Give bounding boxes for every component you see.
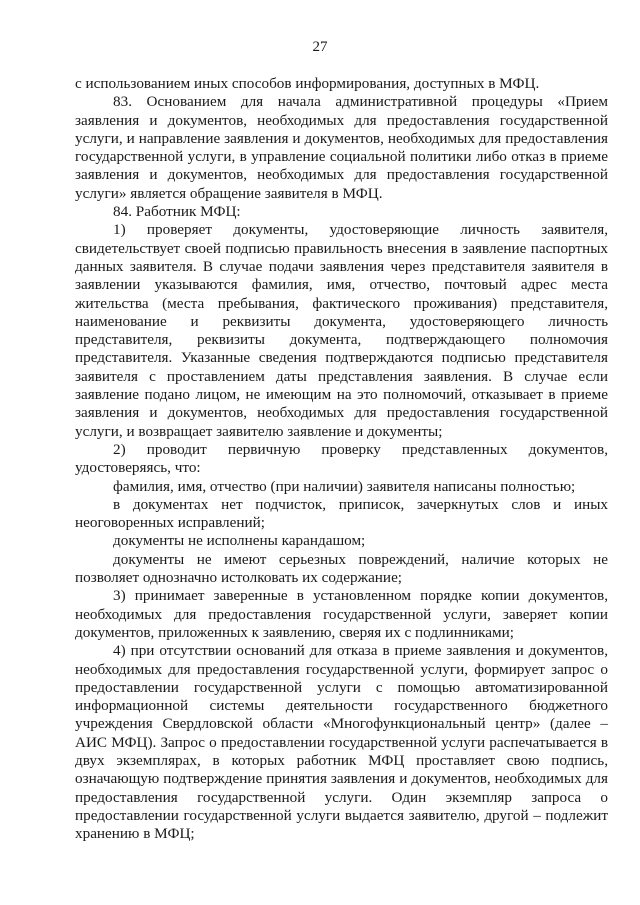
check-item-no-pencil: документы не исполнены карандашом; bbox=[113, 532, 366, 550]
check-item-no-erasures: в документах нет подчисток, приписок, зачеркнутых слов и иных неоговоренных исправлений; bbox=[75, 495, 608, 532]
list-item-4: 4) при отсутствии оснований для отказа в приеме заявления и документов, необходимых для предоставления государственной услуги, формирует запрос о предоставлении государственной услуги с помощью автоматизированной информационной системы деятельности государственного бюджетного учреждения Свердловской области «Многофункциональный центр» (далее – АИС МФЦ). Запрос о предоставлении государственной услуги распечатывается в двух экземплярах, в которых работник МФЦ проставляет свою подпись, означающую подтверждение принятия заявления и документов, необходимых для предоставления государственной услуги. Один экземпляр запроса о предоставлении государственной услуги выдается заявителю, другой – подлежит хранению в МФЦ; bbox=[75, 642, 608, 843]
document-body bbox=[75, 75, 608, 843]
list-item-3: 3) принимает заверенные в установленном порядке копии документов, необходимых для предоставления государственной услуги, заверяет копии документов, приложенных к заявлению, сверяя их с подлинниками; bbox=[75, 587, 608, 641]
check-item-full-name: фамилия, имя, отчество (при наличии) заявителя написаны полностью; bbox=[113, 477, 576, 495]
page-number: 27 bbox=[312, 39, 328, 55]
list-item-2: 2) проводит первичную проверку представленных документов, удостоверяясь, что: bbox=[75, 440, 608, 477]
check-item-no-damage: документы не имеют серьезных повреждений, наличие которых не позволяет однозначно истолковать их содержание; bbox=[75, 550, 608, 587]
paragraph-83: 83. Основанием для начала административной процедуры «Прием заявления и документов, необходимых для предоставления государственной услуги, и направление заявления и документов, необходимых для предоставления государственной услуги, в управление социальной политики либо отказ в приеме заявления и документов, необходимых для предоставления государственной услуги» является обращение заявителя в МФЦ. bbox=[75, 93, 608, 202]
paragraph-continuation: с использованием иных способов информирования, доступных в МФЦ. bbox=[75, 75, 540, 92]
list-item-1: 1) проверяет документы, удостоверяющие личность заявителя, свидетельствует своей подписью правильность внесения в заявление паспортных данных заявителя. В случае подачи заявления через представителя заявителя в заявлении указываются фамилия, имя, отчество, почтовый адрес места жительства (места пребывания, фактического проживания) представителя, наименование и реквизиты документа, удостоверяющего личность представителя, реквизиты документа, подтверждающего полномочия представителя. Указанные сведения подтверждаются подписью представителя заявителя с проставлением даты представления заявления. В случае если заявление подано лицом, не имеющим на это полномочий, отказывает в приеме заявления и документов, необходимых для предоставления государственной услуги, и возвращает заявителю заявление и документы; bbox=[75, 221, 608, 440]
paragraph-84-heading: 84. Работник МФЦ: bbox=[113, 203, 241, 221]
